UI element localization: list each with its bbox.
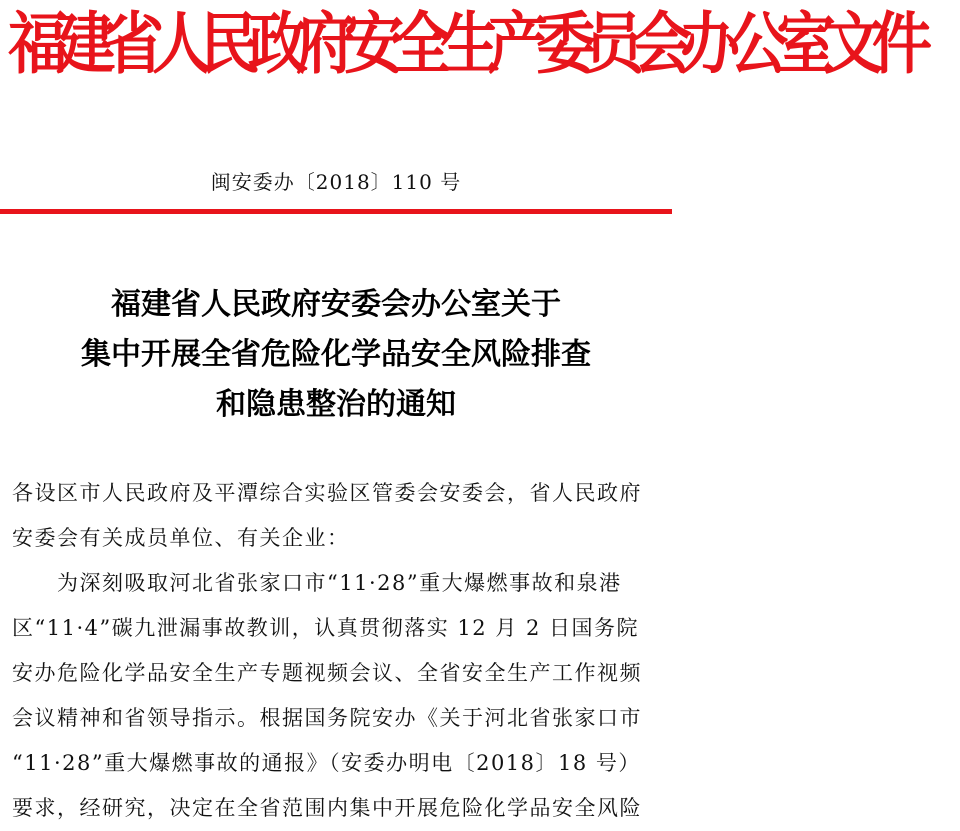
document-title-line-3: 和隐患整治的通知 bbox=[216, 387, 456, 422]
body-line-4: 会议精神和省领导指示。根据国务院安办《关于河北省张家口市 bbox=[12, 706, 642, 730]
body-line-3: 安办危险化学品安全生产专题视频会议、全省安全生产工作视频 bbox=[12, 661, 642, 685]
addressee-line-1: 各设区市人民政府及平潭综合实验区管委会安委会，省人民政府 bbox=[12, 481, 642, 505]
body-line-5: “11·28”重大爆燃事故的通报》（安委办明电〔2018〕18 号） bbox=[12, 751, 641, 775]
document-title-line-1: 福建省人民政府安委会办公室关于 bbox=[111, 287, 561, 322]
document-title bbox=[0, 280, 672, 430]
document-title-line-2: 集中开展全省危险化学品安全风险排查 bbox=[81, 337, 591, 372]
header-red-rule bbox=[0, 209, 672, 214]
addressee-line-2: 安委会有关成员单位、有关企业： bbox=[12, 526, 350, 550]
body-line-1: 为深刻吸取河北省张家口市“11·28”重大爆燃事故和泉港 bbox=[12, 571, 622, 595]
document-number: 闽安委办〔2018〕110 号 bbox=[210, 170, 462, 194]
body-line-2: 区“11·4”碳九泄漏事故教训，认真贯彻落实 12 月 2 日国务院 bbox=[12, 616, 640, 640]
document-body bbox=[12, 471, 664, 831]
body-line-6: 要求，经研究，决定在全省范围内集中开展危险化学品安全风险 bbox=[12, 796, 642, 820]
document-header-title: 福建省人民政府安全生产委员会办公室文件 bbox=[8, 5, 920, 84]
